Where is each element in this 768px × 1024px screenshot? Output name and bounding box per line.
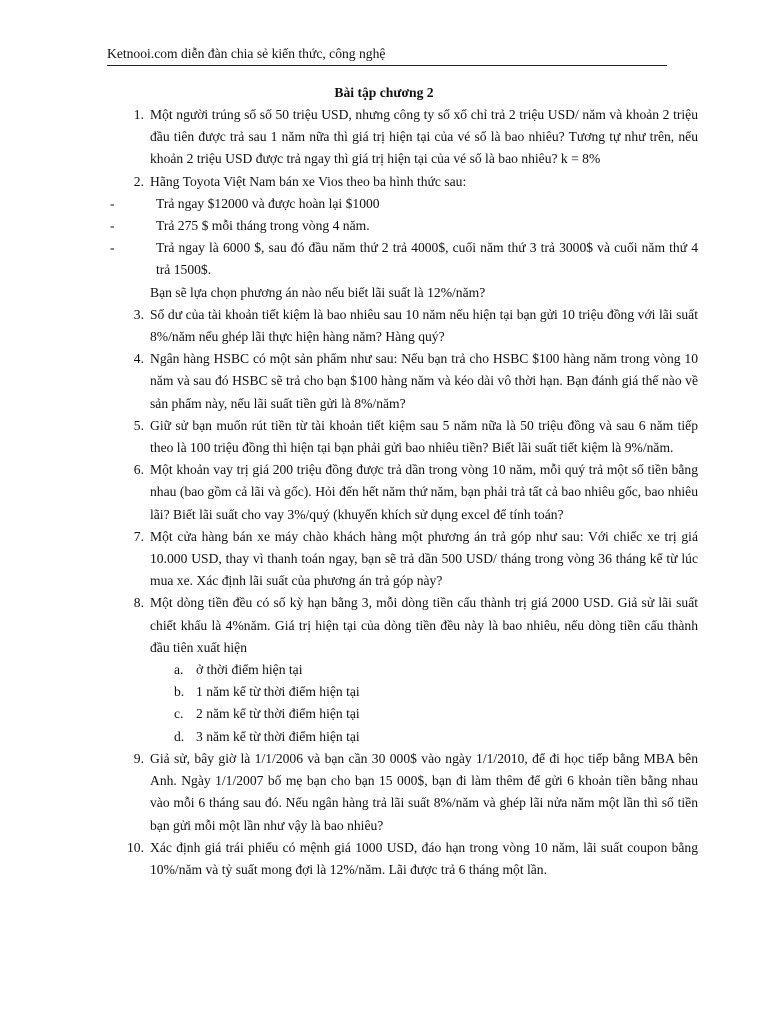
- question-text: Xác định giá trái phiếu có mệnh giá 1000 USD, đáo hạn trong vòng 10 năm, lãi suất coupon bằng 10%/năm và tỷ suất mong đợi là 12%/năm. Lãi được trả 6 tháng một lần.: [150, 839, 698, 877]
- option-text: Trả ngay là 6000 $, sau đó đầu năm thứ 2 trả 4000$, cuối năm thứ 3 trả 3000$ và cuối năm thứ 4 trả 1500$.: [156, 240, 698, 278]
- question-number: 5.: [133, 417, 144, 433]
- dash-bullet: -: [110, 195, 115, 211]
- question-text: Hãng Toyota Việt Nam bán xe Vios theo ba hình thức sau:: [150, 173, 467, 189]
- option-text: Trả ngay $12000 và được hoàn lại $1000: [156, 195, 380, 211]
- sub-text: 1 năm kể từ thời điểm hiện tại: [196, 684, 360, 700]
- sub-letter: d.: [174, 728, 185, 744]
- dash-bullet: -: [110, 240, 115, 256]
- question-5: [110, 415, 698, 459]
- question-10: [110, 837, 698, 881]
- question-number: 1.: [133, 107, 144, 122]
- sub-letter: c.: [174, 706, 184, 722]
- option-item: [110, 237, 698, 281]
- sub-letter: a.: [174, 662, 184, 678]
- question-number: 6.: [133, 462, 144, 478]
- question-6: [110, 459, 698, 526]
- question-3: [110, 304, 698, 348]
- sub-text: 2 năm kể từ thời điểm hiện tại: [196, 706, 360, 722]
- sub-text: 3 năm kể từ thời điểm hiện tại: [196, 728, 360, 744]
- question-text: Một người trúng số số 50 triệu USD, nhưng công ty số xố chỉ trả 2 triệu USD/ năm và khoản 2 triệu đầu tiên được trả sau 1 năm nữa thì giá trị hiện tại của vé số là bao nhiêu? Tương tự như trên, nếu khoản 2 triệu USD được trả ngay thì giá trị hiện tại của vé số là bao nhiêu? k = 8%: [150, 107, 698, 167]
- question-number: 8.: [133, 595, 144, 611]
- question-8: [110, 592, 698, 659]
- page-header: Ketnooi.com diễn đàn chia sẻ kiến thức, công nghệ: [107, 44, 667, 66]
- question-4: [110, 348, 698, 415]
- exercise-title: Bài tập chương 2: [334, 85, 434, 100]
- question-number: 7.: [133, 528, 144, 544]
- sub-letter: b.: [174, 684, 185, 700]
- dash-bullet: -: [110, 218, 115, 234]
- question-text: Một cửa hàng bán xe máy chào khách hàng một phương án trả góp như sau: Với chiếc xe trị giá 10.000 USD, thay vì thanh toán ngay, bạn sẽ trả dần 500 USD/ tháng trong vòng 36 tháng kể từ lúc mua xe. Xác định lãi suất của phương án trả góp này?: [150, 528, 698, 589]
- question-1: [110, 104, 698, 171]
- option-text: Trả 275 $ mỗi tháng trong vòng 4 năm.: [156, 218, 370, 234]
- question-2: [110, 171, 698, 193]
- question-number: 2.: [133, 173, 144, 189]
- sub-question: [110, 681, 698, 703]
- question-text: Một dòng tiền đều có số kỳ hạn bằng 3, mỗi dòng tiền cấu thành trị giá 2000 USD. Giả sử lãi suất chiết khấu là 4%năm. Giá trị hiện tại của dòng tiền đều này là bao nhiêu, nếu dòng tiền cấu thành đầu tiên xuất hiện: [150, 595, 698, 655]
- sub-question: [110, 726, 698, 748]
- question-text: Một khoản vay trị giá 200 triệu đồng được trả dần trong vòng 10 năm, mỗi quý trả một số tiền bằng nhau (bao gồm cả lãi và gốc). Hỏi đến hết năm thứ năm, bạn phải trả tất cả bao nhiêu gốc, bao nhiêu lãi? Biết lãi suất cho vay 3%/quý (khuyến khích sử dụng excel để tính toán?: [150, 462, 698, 522]
- question-number: 9.: [133, 750, 144, 766]
- sub-question: [110, 703, 698, 725]
- question-number: 4.: [133, 351, 144, 367]
- question-number: 3.: [133, 306, 144, 322]
- exercise-list: [110, 104, 698, 881]
- question-text: Số dư của tài khoản tiết kiệm là bao nhiêu sau 10 năm nếu hiện tại bạn gửi 10 triệu đồng với lãi suất 8%/năm nếu ghép lãi thực hiện hàng năm? Hàng quý?: [150, 306, 698, 345]
- sub-text: ở thời điểm hiện tại: [196, 662, 303, 678]
- sub-question: [110, 659, 698, 681]
- question-9: [110, 748, 698, 837]
- option-item: [110, 215, 698, 237]
- question-text: Giữ sử bạn muốn rút tiền từ tài khoản tiết kiệm sau 5 năm nữa là 50 triệu đồng và sau 6 năm tiếp theo là 100 triệu đồng thì hiện tại bạn phải gửi bao nhiêu tiền? Biết lãi suất tiết kiệm là 9%/năm.: [150, 417, 698, 456]
- question-7: [110, 526, 698, 593]
- question-text: Ngân hàng HSBC có một sản phẩm như sau: Nếu bạn trả cho HSBC $100 hàng năm trong vòng 10 năm và sau đó HSBC sẽ trả cho bạn $100 hàng năm và kéo dài vô thời hạn. Bạn đánh giá thế nào về sản phẩm này, nếu lãi suất tiền gửi là 8%/năm?: [150, 351, 698, 411]
- question-number: 10.: [127, 839, 144, 855]
- question-2-followup: Bạn sẽ lựa chọn phương án nào nếu biết lãi suất là 12%/năm?: [150, 284, 486, 300]
- question-text: Giả sử, bây giờ là 1/1/2006 và bạn cần 30 000$ vào ngày 1/1/2010, để đi học tiếp bằng MBA bên Anh. Ngày 1/1/2007 bố mẹ bạn cho bạn 15 000$, bạn đi làm thêm để gửi 6 khoản tiền bằng nhau vào mỗi 6 tháng sau đó. Nếu ngân hàng trả lãi suất 8%/năm và ghép lãi nửa năm một lần thì số tiền bạn gửi mỗi một lần như vậy là bao nhiêu?: [150, 750, 698, 833]
- option-item: [110, 193, 698, 215]
